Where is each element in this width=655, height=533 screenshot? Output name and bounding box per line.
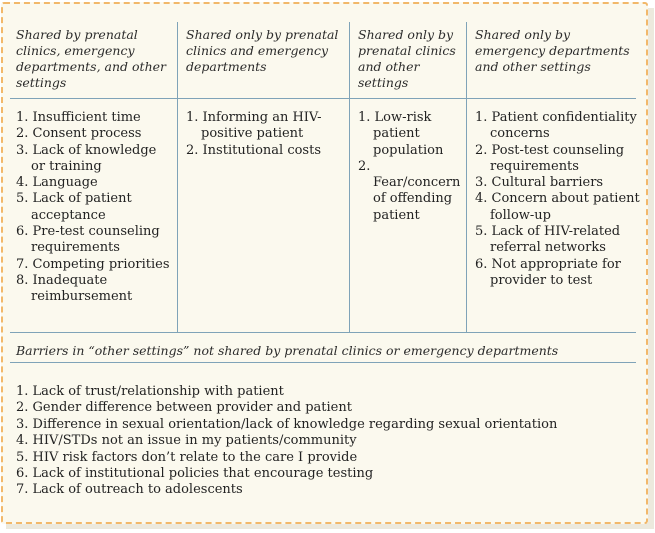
list-item: 5. HIV risk factors don’t relate to the care I provide [16,449,358,465]
list-item: 6. Lack of institutional policies that encourage testing [16,466,374,482]
list-item: 4. Concern about patient follow-up [475,191,640,223]
list-item: 8. Inadequate reimbursement [16,272,133,305]
column-header-all-settings: Shared by prenatal clinics, emergency departments, and other settings [16,27,166,90]
list-item: 1. Insufficient time [16,110,141,125]
list-item: 5. Lack of HIV-related referral networks [475,224,621,256]
column-list-emergency-other [475,110,640,289]
list-item: 7. Lack of outreach to adolescents [16,482,243,498]
list-item: 6. Pre-test counseling requirements [16,224,160,256]
list-item: 7. Competing priorities [16,256,170,272]
section-header-rule [10,362,636,363]
frame-shadow-right [648,8,654,529]
list-item: 2. Institutional costs [186,142,321,158]
list-item: 2. Fear/concern of offending patient [358,158,461,223]
list-item: 2. Post-test counseling requirements [475,142,625,174]
header-rule [10,98,636,99]
list-item: 3. Cultural barriers [475,175,604,191]
column-header-emergency-other: Shared only by emergency departments and other settings [475,27,630,74]
list-item: 4. HIV/STDs not an issue in my patients/community [16,433,357,449]
list-item: 5. Lack of patient acceptance [16,191,132,223]
column-header-prenatal-emergency: Shared only by prenatal clinics and emergency departments [186,27,339,74]
column-header-prenatal-other: Shared only by prenatal clinics and other settings [358,27,456,90]
list-item: 4. Language [16,175,98,191]
other-settings-list [16,384,557,499]
column-divider [466,22,467,332]
list-item: 6. Not appropriate for provider to test [475,256,621,288]
list-item: 1. Lack of trust/relationship with patient [16,384,284,399]
list-item: 1. Patient confidentiality concerns [475,110,637,142]
column-list-prenatal-emergency [186,110,344,159]
column-list-all-settings [16,110,172,306]
column-list-prenatal-other [358,110,461,224]
column-divider [349,22,350,332]
list-item: 1. Low-risk patient population [358,110,444,158]
column-divider [177,22,178,332]
list-item: 1. Informing an HIV-positive patient [186,110,322,142]
list-item: 3. Difference in sexual orientation/lack of knowledge regarding sexual orientation [16,416,558,432]
list-item: 2. Gender difference between provider and patient [16,400,352,416]
list-item: 2. Consent process [16,126,142,142]
list-item: 3. Lack of knowledge or training [16,142,157,174]
section-rule [10,332,636,333]
other-settings-header: Barriers in “other settings” not shared by prenatal clinics or emergency departments [16,343,559,358]
